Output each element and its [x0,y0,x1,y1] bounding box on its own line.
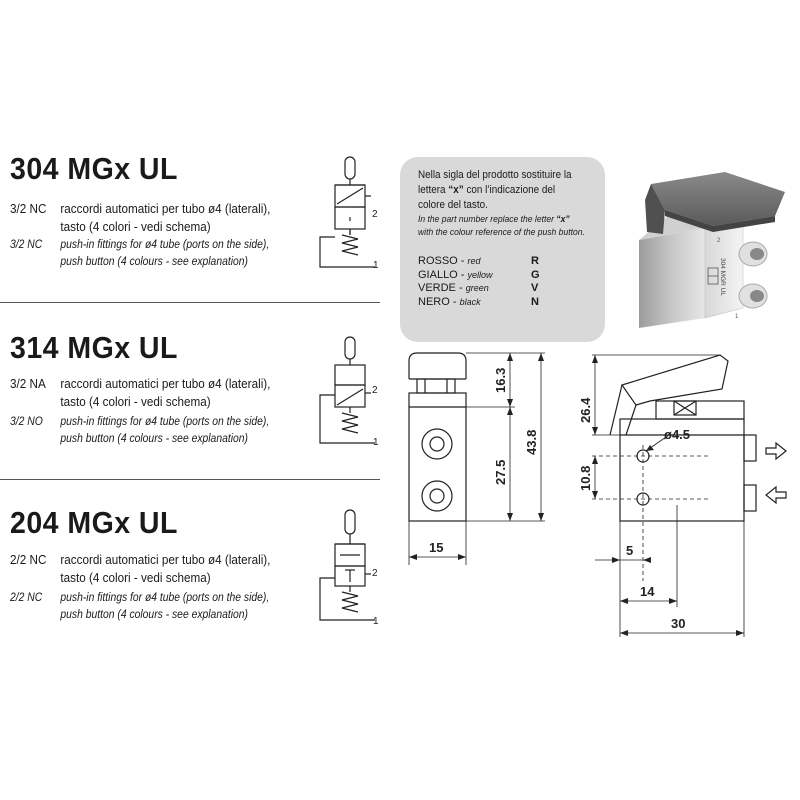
note-it-line1: Nella sigla del prodotto sostituire la [418,169,572,181]
desc-it-line1: raccordi automatici per tubo ø4 (laterali), [60,552,271,567]
desc-it-204 [10,551,270,587]
desc-en-304 [10,237,269,271]
note-en-line1: In the part number replace the letter “x” [418,214,570,225]
colour-row-black: NERO - black N [418,295,539,308]
dim-5: 5 [626,543,634,558]
dim-hole-diameter: ø4.5 [664,427,691,442]
desc-it-304 [10,200,270,236]
dim-15: 15 [429,540,444,555]
section-divider [0,302,380,303]
desc-it-line2: tasto (4 colori - vedi schema) [60,570,211,585]
function-code-en: 3/2 NC [10,239,43,251]
note-it-line3: colore del tasto. [418,199,488,211]
port-marking-bottom: 1 [735,314,739,320]
port-label-2: 2 [372,385,378,396]
port-label-1: 1 [373,437,379,448]
desc-it-line2: tasto (4 colori - vedi schema) [60,219,211,234]
dim-14: 14 [640,584,655,599]
symbol-314-3-2-no [315,335,385,450]
desc-en-line2: push button (4 colours - see explanation) [60,609,248,621]
model-title-204: 204 MGx UL [10,505,178,540]
model-title-314: 314 MGx UL [10,330,178,365]
desc-it-line2: tasto (4 colori - vedi schema) [60,394,211,409]
desc-en-line1: push-in fittings for ø4 tube (ports on the side), [60,416,270,428]
desc-it-line1: raccordi automatici per tubo ø4 (laterali), [60,201,271,216]
desc-en-line2: push button (4 colours - see explanation) [60,256,248,268]
colour-row-red: ROSSO - red R [418,255,539,267]
port-label-2: 2 [372,209,378,220]
dim-43-8: 43.8 [524,429,539,455]
desc-en-314 [10,414,269,448]
desc-en-line1: push-in fittings for ø4 tube (ports on the side), [60,239,270,251]
symbol-304-3-2-nc [315,155,385,275]
desc-it-line1: raccordi automatici per tubo ø4 (laterali), [60,376,271,391]
colour-info-content [418,168,603,309]
note-en-line2: with the colour reference of the push button. [418,227,585,238]
dim-16-3: 16.3 [493,367,508,393]
desc-en-204 [10,590,269,624]
function-code-en: 2/2 NC [10,592,43,604]
function-code-it: 3/2 NA [10,376,46,391]
function-code-it: 2/2 NC [10,552,47,567]
note-it-line2: lettera “x” con l’indicazione del [418,184,556,196]
product-photo [625,150,795,335]
dim-27-5: 27.5 [493,459,508,485]
function-code-it: 3/2 NC [10,201,47,216]
section-divider [0,479,380,480]
dim-30: 30 [671,616,686,631]
port-marking-top: 2 [717,238,721,244]
model-marking: 304 MGR UL [719,258,726,296]
model-title-304: 304 MGx UL [10,151,178,186]
function-code-en: 3/2 NO [10,416,43,428]
port-label-1: 1 [373,260,379,271]
desc-it-314 [10,375,270,411]
port-label-2: 2 [372,568,378,579]
desc-en-line1: push-in fittings for ø4 tube (ports on the side), [60,592,270,604]
front-view-drawing [395,345,565,575]
colour-row-yellow: GIALLO - yellow G [418,268,540,281]
port-label-1: 1 [373,616,379,627]
colour-row-green: VERDE - green V [418,282,539,294]
symbol-204-2-2-nc [315,508,385,628]
dim-10-8: 10.8 [578,465,593,491]
desc-en-line2: push button (4 colours - see explanation) [60,433,248,445]
dim-26-4: 26.4 [578,397,593,423]
side-view-drawing [570,345,795,645]
